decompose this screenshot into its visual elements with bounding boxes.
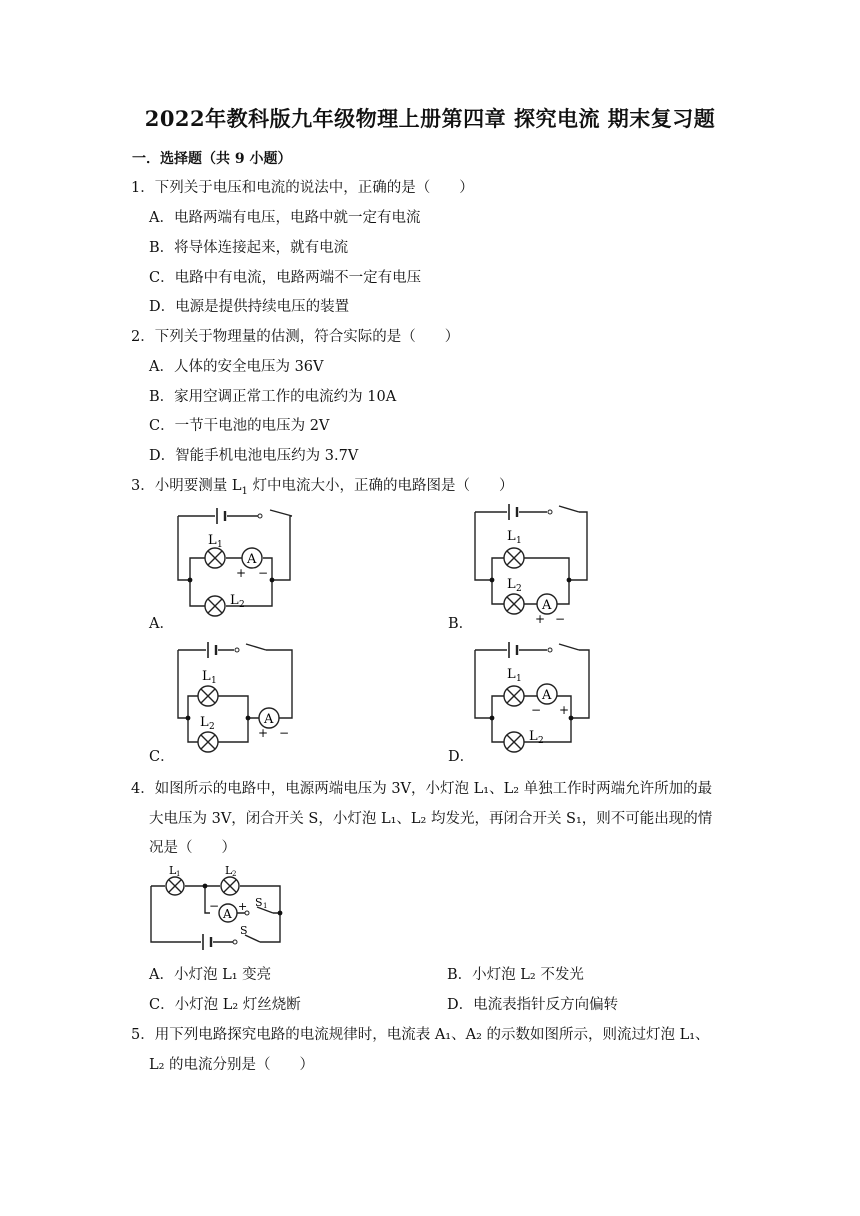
svg-text:1: 1: [176, 870, 181, 878]
lamp-l1-icon: [504, 548, 524, 568]
lamp-l2-icon: [221, 877, 239, 895]
svg-text:L: L: [169, 864, 177, 877]
ammeter-icon: [537, 684, 557, 704]
svg-text:+: +: [535, 612, 546, 625]
svg-text:A: A: [264, 712, 274, 727]
question-4-stem-line-1: 4．如图所示的电路中，电源两端电压为 3V，小灯泡 L₁、L₂ 单独工作时两端允许所加的最: [131, 781, 713, 797]
question-1-stem: 1．下列关于电压和电流的说法中，正确的是（ ）: [131, 180, 474, 196]
svg-text:L: L: [202, 669, 211, 684]
svg-text:L: L: [225, 864, 233, 877]
question-4-option-b: B．小灯泡 L₂ 不发光: [447, 967, 584, 983]
question-4-circuit-diagram: [145, 858, 290, 953]
ammeter-icon: [259, 708, 279, 728]
question-4-option-a: A．小灯泡 L₁ 变亮: [149, 967, 272, 983]
svg-text:1: 1: [516, 536, 522, 546]
svg-text:1: 1: [263, 902, 268, 910]
svg-text:L: L: [507, 577, 516, 592]
lamp-l1-icon: [205, 548, 225, 568]
question-2-stem: 2．下列关于物理量的估测，符合实际的是（ ）: [131, 329, 460, 345]
question-5-stem-line-1: 5．用下列电路探究电路的电流规律时，电流表 A₁、A₂ 的示数如图所示，则流过灯泡 L₁、: [131, 1027, 710, 1043]
question-1-option-a: A．电路两端有电压，电路中就一定有电流: [149, 210, 421, 226]
lamp-l1-icon: [504, 686, 524, 706]
svg-text:L: L: [200, 715, 209, 730]
svg-text:+: +: [238, 900, 248, 913]
question-1-option-b: B．将导体连接起来，就有电流: [149, 240, 349, 256]
svg-text:1: 1: [516, 674, 522, 684]
question-2-option-c: C．一节干电池的电压为 2V: [149, 418, 330, 434]
svg-text:+: +: [258, 726, 269, 740]
lamp-l2-icon: [198, 732, 218, 752]
page-title: 2022年教科版九年级物理上册第四章 探究电流 期末复习题: [144, 106, 716, 131]
circuit-diagram-c: [170, 638, 300, 758]
question-1-option-d: D．电源是提供持续电压的装置: [149, 299, 350, 315]
question-3-option-b: B．: [448, 616, 474, 632]
svg-text:S: S: [255, 896, 263, 909]
question-1-option-c: C．电路中有电流，电路两端不一定有电压: [149, 270, 422, 286]
question-2-option-b: B．家用空调正常工作的电流约为 10A: [149, 389, 397, 405]
question-4-option-c: C．小灯泡 L₂ 灯丝烧断: [149, 997, 301, 1013]
circuit-diagram-d: [467, 638, 597, 758]
svg-text:2: 2: [516, 584, 522, 594]
question-2-option-a: A．人体的安全电压为 36V: [149, 359, 324, 375]
svg-text:−: −: [279, 726, 290, 740]
section-heading: 一．选择题（共 9 小题）: [132, 151, 292, 167]
svg-text:A: A: [542, 598, 552, 613]
question-4-stem-line-3: 况是（ ）: [149, 840, 236, 856]
svg-text:1: 1: [211, 676, 217, 686]
circuit-diagram-a: [170, 500, 300, 625]
question-5-stem-line-2: L₂ 的电流分别是（ ）: [149, 1057, 315, 1073]
svg-text:−: −: [258, 566, 269, 580]
lamp-l1-icon: [198, 686, 218, 706]
question-4-option-d: D．电流表指针反方向偏转: [447, 997, 619, 1013]
svg-text:L: L: [507, 667, 516, 682]
question-4-stem-line-2: 大电压为 3V，闭合开关 S，小灯泡 L₁、L₂ 均发光，再闭合开关 S₁，则不可能出现的情: [149, 811, 713, 827]
ammeter-icon: [537, 594, 557, 614]
svg-text:2: 2: [232, 870, 237, 878]
lamp-l1-icon: [166, 877, 184, 895]
svg-text:−: −: [531, 703, 542, 717]
lamp-l2-icon: [205, 596, 225, 616]
question-2-option-d: D．智能手机电池电压约为 3.7V: [149, 448, 359, 464]
svg-text:2: 2: [239, 600, 245, 610]
svg-text:L: L: [208, 533, 217, 548]
svg-text:S: S: [240, 924, 248, 937]
question-3-option-a: A．: [149, 616, 174, 632]
svg-text:A: A: [247, 552, 257, 567]
svg-text:−: −: [209, 899, 220, 913]
svg-text:−: −: [555, 612, 566, 625]
svg-text:A: A: [223, 907, 232, 921]
svg-text:1: 1: [217, 540, 223, 550]
lamp-l2-icon: [504, 732, 524, 752]
svg-text:L: L: [529, 729, 538, 744]
svg-text:2: 2: [209, 722, 215, 732]
svg-text:L: L: [230, 593, 239, 608]
ammeter-icon: [242, 548, 262, 568]
svg-text:L: L: [507, 529, 516, 544]
question-3-stem: 3．小明要测量 $L_1$ 灯中电流大小，正确的电路图是（ ）: [131, 478, 514, 497]
svg-text:+: +: [236, 566, 247, 580]
question-3-option-c: C．: [149, 749, 175, 765]
question-3-option-d: D．: [448, 749, 475, 765]
svg-text:+: +: [559, 703, 570, 717]
svg-text:2: 2: [538, 736, 544, 746]
circuit-diagram-b: [467, 500, 597, 625]
svg-text:A: A: [542, 688, 552, 703]
lamp-l2-icon: [504, 594, 524, 614]
ammeter-icon: [219, 904, 237, 922]
